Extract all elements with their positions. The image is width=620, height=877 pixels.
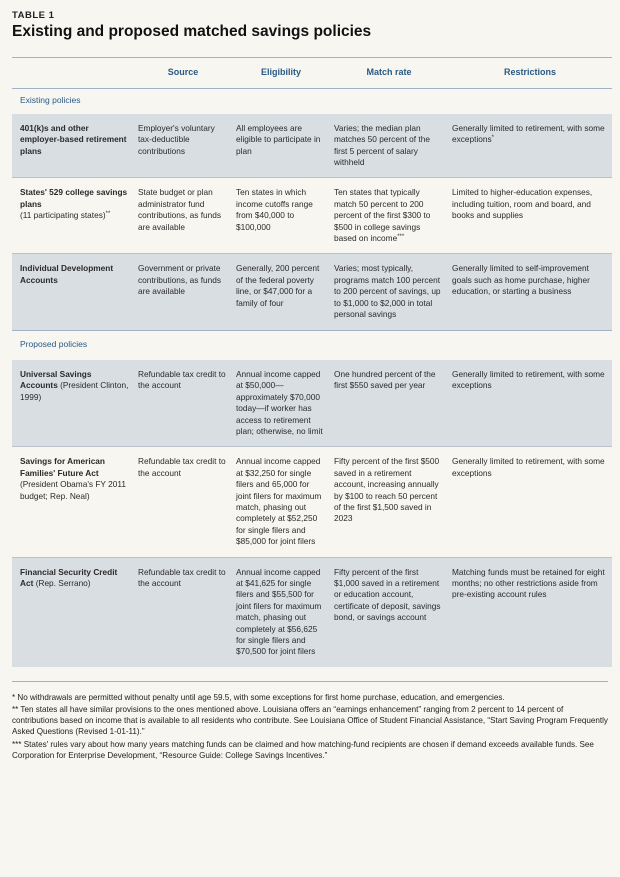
match-rate-cell: One hundred percent of the first $550 saved per year bbox=[330, 360, 448, 447]
footnote-1: * No withdrawals are permitted without penalty until age 59.5, with some exceptions for first home purchase, education, and emergencies. bbox=[12, 692, 505, 702]
source-cell: Refundable tax credit to the account bbox=[134, 447, 232, 557]
match-rate-cell: Varies; most typically, programs match 100 percent to 200 percent of savings, up to $1,000 to $2,000 in total personal savings bbox=[330, 254, 448, 330]
match-rate-text: Ten states that typically match 50 percent to 200 percent of the first $300 to $500 in college savings based on income bbox=[334, 187, 431, 244]
header-source: Source bbox=[134, 58, 232, 89]
match-rate-cell: Varies; the median plan matches 50 percent of the first 5 percent of salary withheld bbox=[330, 114, 448, 178]
table-row bbox=[12, 360, 612, 447]
footnote-2: ** Ten states all have similar provisions to the ones mentioned above. Louisiana offers an “earnings enhancement” ranging from 2 percent to 14 percent of contributions based on income that is available to all residents who contribute. See Louisiana Office of Student Financial Assistance, “Start Saving Program Frequently Asked Questions (Revised 1-01-11).” bbox=[12, 705, 608, 737]
table-row bbox=[12, 447, 612, 557]
footnote-marker: * bbox=[491, 135, 495, 142]
eligibility-cell: Annual income capped at $41,625 for single filers and $55,500 for joint filers for maximum match, phasing out completely at $56,625 for single filers and $70,500 for joint filers bbox=[232, 557, 330, 667]
policy-name bbox=[12, 557, 134, 667]
policy-name-bold: States' 529 college savings plans bbox=[20, 187, 128, 209]
table-row bbox=[12, 557, 612, 667]
restrictions-text: Generally limited to retirement, with some exceptions bbox=[452, 122, 605, 145]
policies-table bbox=[12, 57, 612, 667]
eligibility-cell: All employees are eligible to participate in plan bbox=[232, 114, 330, 178]
eligibility-cell: Annual income capped at $50,000—approximately $70,000 today—if worker has access to retirement plan; otherwise, no limit bbox=[232, 360, 330, 447]
header-restrictions: Restrictions bbox=[448, 58, 612, 89]
table-row bbox=[12, 254, 612, 330]
source-cell: Government or private contributions, as funds are available bbox=[134, 254, 232, 330]
header-policy bbox=[12, 58, 134, 89]
restrictions-cell: Matching funds must be retained for eight months; no other restrictions aside from pre-existing account rules bbox=[448, 557, 612, 667]
restrictions-cell: Generally limited to retirement, with some exceptions bbox=[448, 360, 612, 447]
policy-name-detail: (11 participating states) bbox=[20, 210, 106, 221]
table-title: Existing and proposed matched savings policies bbox=[12, 23, 372, 40]
match-rate-cell bbox=[330, 178, 448, 254]
policy-name-bold: Universal Savings Accounts bbox=[20, 368, 92, 391]
restrictions-cell: Generally limited to self-improvement goals such as home purchase, higher education, or starting a business bbox=[448, 254, 612, 330]
source-cell: Employer's voluntary tax-deductible contributions bbox=[134, 114, 232, 178]
table-label: TABLE 1 bbox=[12, 10, 55, 21]
policy-name-bold: 401(k)s and other employer-based retirement plans bbox=[20, 122, 127, 156]
policy-name-detail: (President Clinton, 1999) bbox=[20, 380, 129, 402]
eligibility-cell: Ten states in which income cutoffs range from $40,000 to $100,000 bbox=[232, 178, 330, 254]
table-row bbox=[12, 114, 612, 178]
match-rate-cell: Fifty percent of the first $500 saved in a retirement account, increasing annually by $100 to reach 50 percent of the first $1,500 saved in 2023 bbox=[330, 447, 448, 557]
section-existing bbox=[12, 89, 612, 114]
header-row bbox=[12, 58, 612, 89]
header-eligibility: Eligibility bbox=[232, 58, 330, 89]
header-match-rate: Match rate bbox=[330, 58, 448, 89]
section-proposed-label: Proposed policies bbox=[12, 330, 612, 360]
section-proposed bbox=[12, 330, 612, 360]
restrictions-cell: Generally limited to retirement, with some exceptions bbox=[448, 447, 612, 557]
policy-name-detail: (Rep. Serrano) bbox=[35, 578, 91, 588]
policy-name bbox=[12, 114, 134, 178]
restrictions-cell: Limited to higher-education expenses, including tuition, room and board, and books and supplies bbox=[448, 178, 612, 254]
policy-name-bold: Savings for American Families' Future Act bbox=[20, 456, 105, 478]
policy-name bbox=[12, 178, 134, 254]
eligibility-cell: Annual income capped at $32,250 for single filers and 65,000 for joint filers for maximum match, phasing out completely at $52,250 for single filers and $85,000 for joint filers bbox=[232, 447, 330, 557]
source-cell: Refundable tax credit to the account bbox=[134, 360, 232, 447]
match-rate-cell: Fifty percent of the first $1,000 saved in a retirement or education account, certificate of deposit, savings bond, or savings account bbox=[330, 557, 448, 667]
policy-name-detail: (President Obama's FY 2011 budget; Rep. Neal) bbox=[20, 479, 126, 501]
section-existing-label: Existing policies bbox=[12, 89, 612, 114]
footnote-marker: *** bbox=[397, 234, 405, 241]
policy-name bbox=[12, 254, 134, 330]
restrictions-cell bbox=[448, 114, 612, 178]
source-cell: Refundable tax credit to the account bbox=[134, 557, 232, 667]
footnotes bbox=[12, 681, 608, 761]
policy-name bbox=[12, 360, 134, 447]
footnote-marker: ** bbox=[105, 211, 111, 218]
source-cell: State budget or plan administrator fund contributions, as funds are available bbox=[134, 178, 232, 254]
footnote-3: *** States' rules vary about how many years matching funds can be claimed and how matching-fund recipients are chosen if demand exceeds available funds. See Corporation for Enterprise Development, “Resource Guide: College Savings Incentives.” bbox=[12, 739, 594, 760]
policy-name bbox=[12, 447, 134, 557]
policy-name-bold: Individual Development Accounts bbox=[20, 263, 114, 285]
policy-name-bold: Financial Security Credit Act bbox=[20, 566, 118, 588]
eligibility-cell: Generally, 200 percent of the federal poverty line, or $47,000 for a family of four bbox=[232, 254, 330, 330]
table-row bbox=[12, 178, 612, 254]
